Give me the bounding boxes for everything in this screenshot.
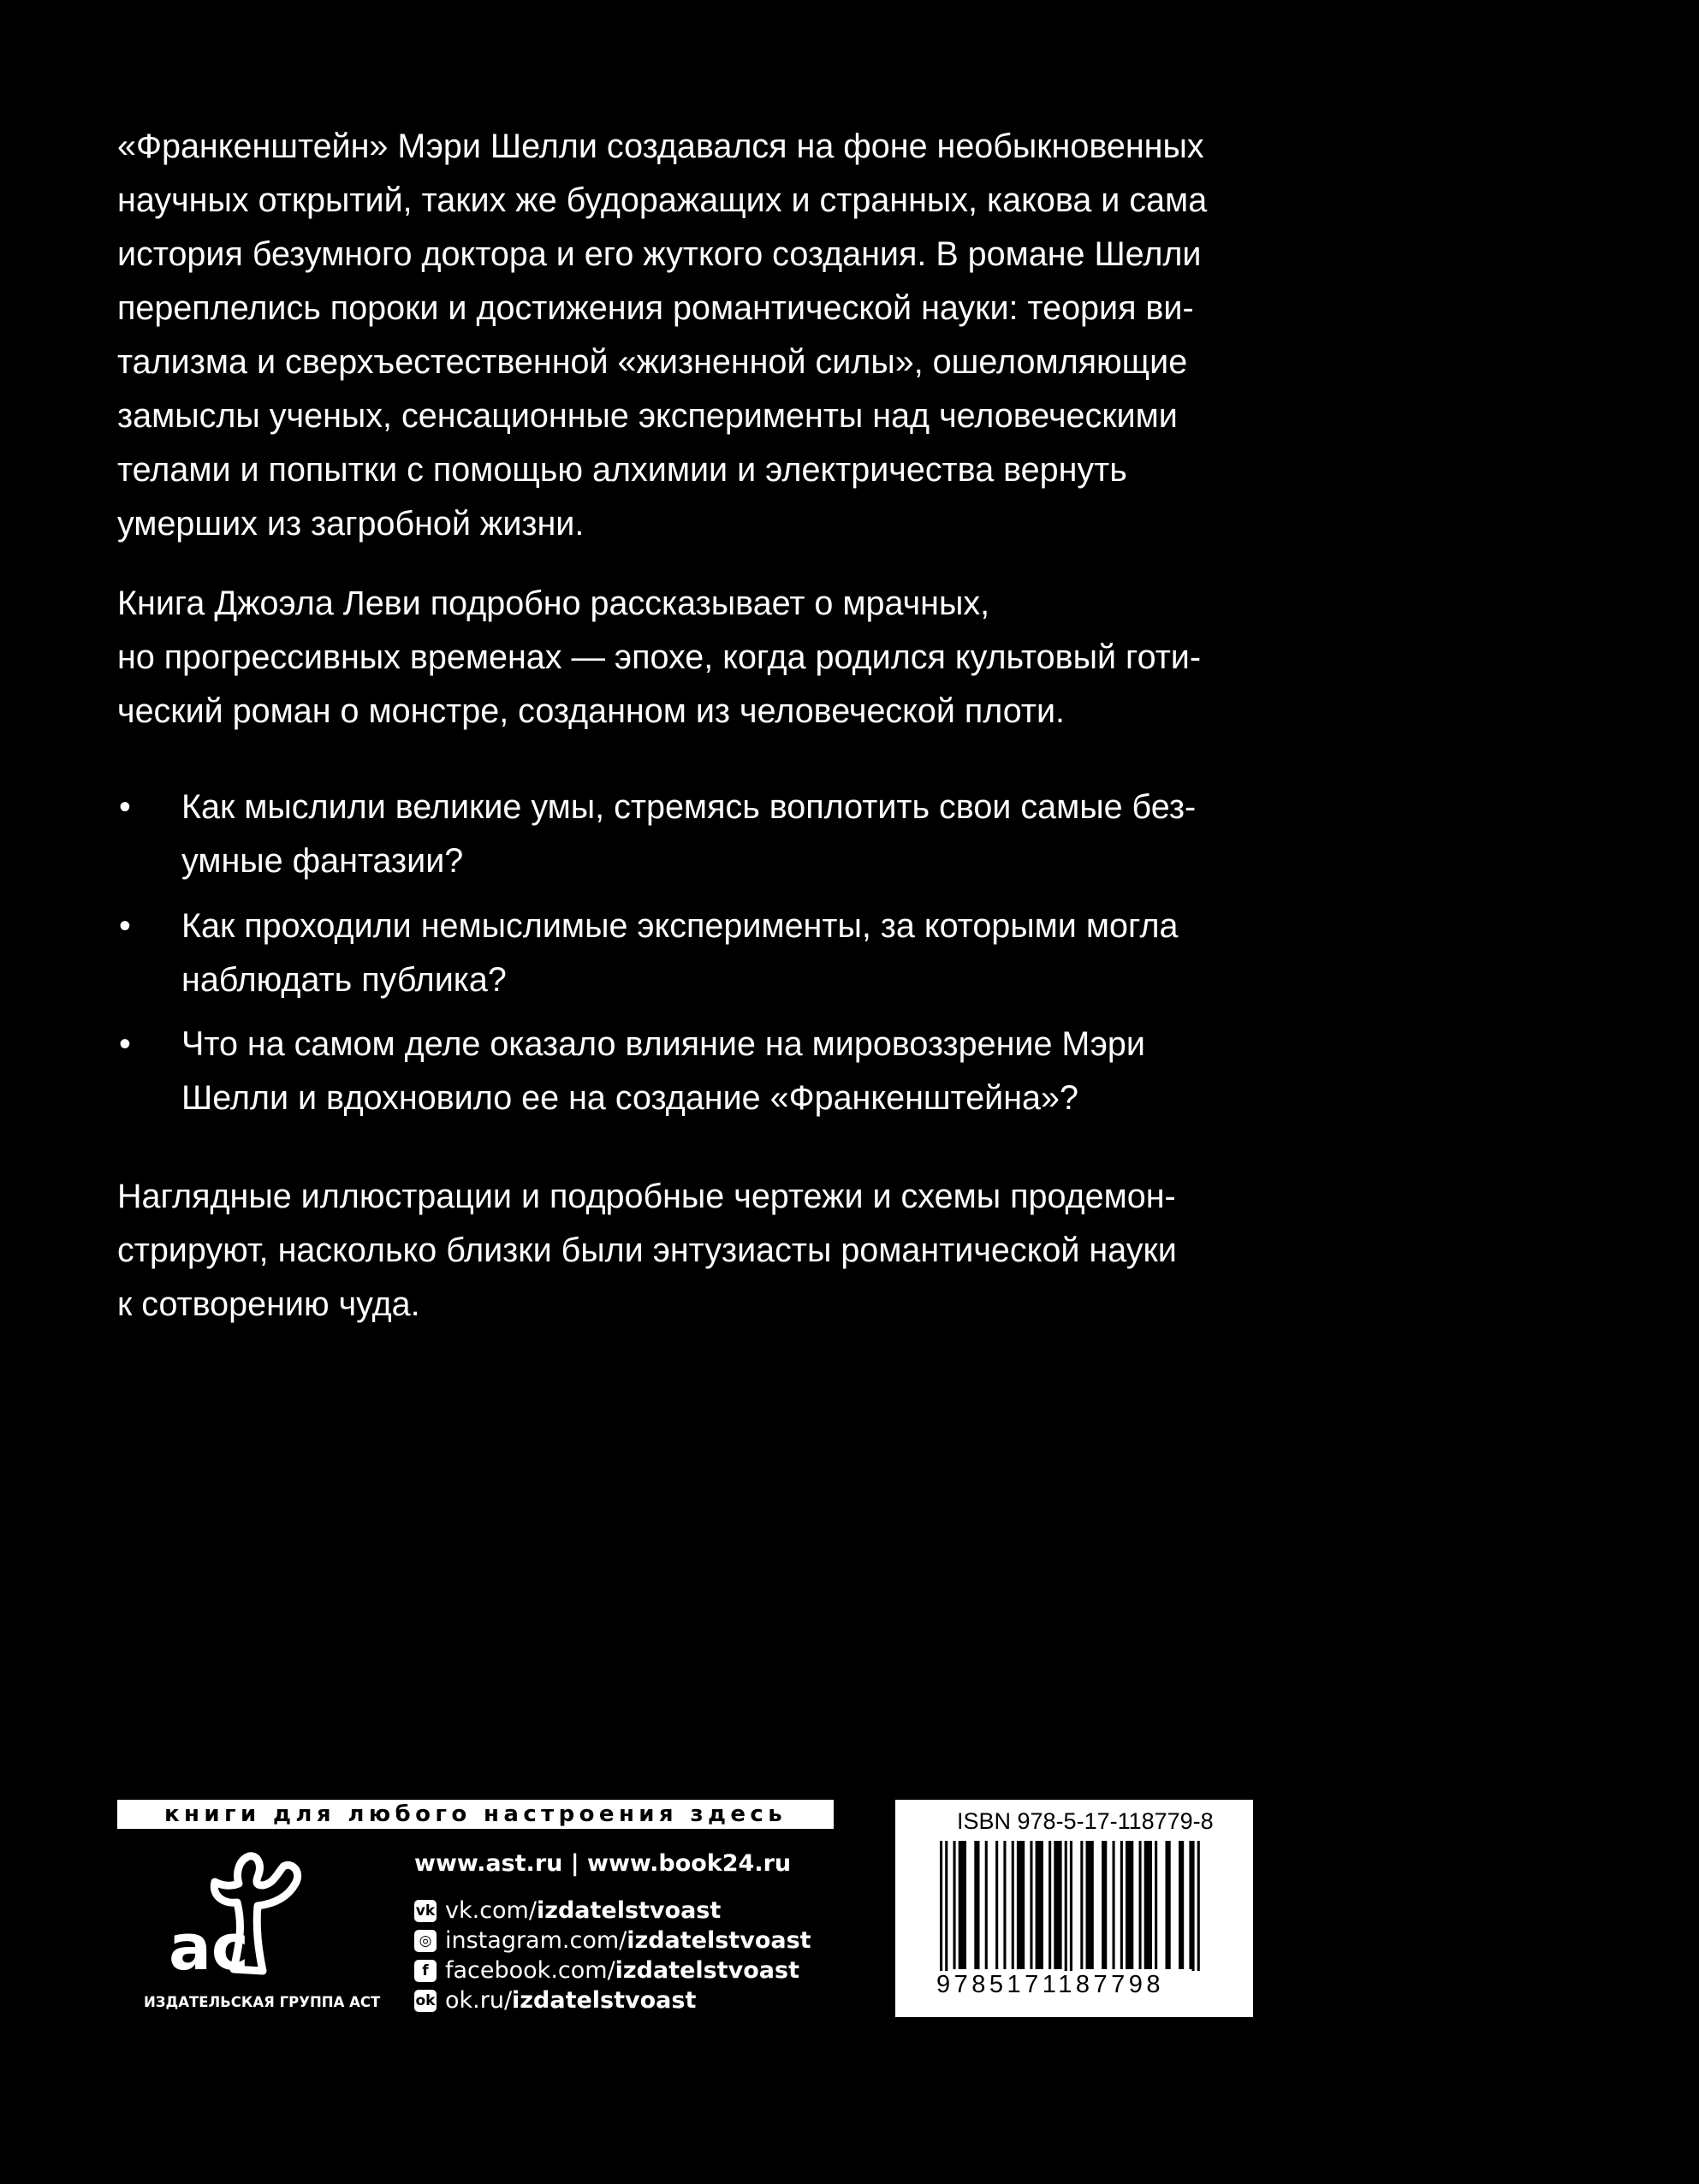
odnoklassniki-icon: ok	[414, 1990, 437, 2012]
barcode-bar	[985, 1841, 988, 1969]
bullet-item	[117, 780, 1281, 888]
social-link-prefix: facebook.com/	[445, 1957, 615, 1984]
barcode-bar	[1120, 1841, 1123, 1969]
social-link-instagram[interactable]	[414, 1926, 811, 1956]
publisher-tagline: книги для любого настроения здесь	[117, 1800, 834, 1829]
barcode-bar	[1080, 1841, 1083, 1969]
barcode-bar	[1126, 1841, 1133, 1969]
barcode-bars	[938, 1841, 1221, 1986]
text-line: Как проходили немыслимые эксперименты, за которыми могла	[181, 907, 1179, 945]
text-line: Как мыслили великие умы, стремясь воплотить свои самые без-	[181, 788, 1197, 826]
social-link-handle: izdatelstvoast	[615, 1957, 799, 1984]
social-link-handle: izdatelstvoast	[536, 1897, 722, 1924]
barcode-bar	[1017, 1841, 1025, 1969]
barcode-bar	[1049, 1841, 1051, 1969]
social-link-prefix: ok.ru/	[445, 1987, 513, 2014]
bullet-dot: •	[119, 1025, 131, 1063]
social-link-facebook[interactable]	[414, 1956, 811, 1985]
social-link-prefix: instagram.com/	[445, 1927, 627, 1954]
bullet-item	[117, 1018, 1281, 1125]
text-line: телами и попытки с помощью алхимии и электричества вернуть	[117, 451, 1127, 489]
bullet-dot: •	[119, 788, 131, 826]
bullet-item	[117, 899, 1281, 1007]
text-line: Книга Джоэла Леви подробно рассказывает о мрачных,	[117, 585, 990, 622]
blurb-paragraph-1	[117, 120, 1281, 551]
social-link-vk[interactable]	[414, 1896, 811, 1926]
barcode-bar	[1070, 1841, 1072, 1986]
text-line: умерших из загробной жизни.	[117, 505, 585, 543]
text-line: стрируют, насколько близки были энтузиасты романтической науки	[117, 1231, 1177, 1269]
text-line: наблюдать публика?	[181, 961, 507, 999]
text-line: тализма и сверхъестественной «жизненной силы», ошеломляющие	[117, 343, 1188, 381]
blurb-paragraph-3	[117, 1170, 1281, 1332]
text-line: Что на самом деле оказало влияние на мировоззрение Мэри	[181, 1025, 1145, 1063]
text-line: научных открытий, таких же будоражащих и странных, какова и сама	[117, 181, 1208, 219]
barcode-bar	[945, 1841, 948, 1986]
publisher-name: ИЗДАТЕЛЬСКАЯ ГРУППА АСТ	[144, 1994, 381, 2010]
social-link-odnoklassniki[interactable]	[414, 1985, 811, 2015]
barcode-bar	[1197, 1841, 1200, 1986]
isbn-barcode	[895, 1800, 1253, 2017]
text-line: ческий роман о монстре, созданном из человеческой плоти.	[117, 692, 1066, 730]
logo-text: ac	[169, 1911, 249, 1979]
barcode-bar	[1113, 1841, 1115, 1969]
barcode-bar	[1139, 1841, 1142, 1969]
barcode-bar	[1166, 1841, 1171, 1969]
text-line: Шелли и вдохновило ее на создание «Франкенштейна»?	[181, 1079, 1078, 1117]
blurb-paragraph-2	[117, 577, 1281, 739]
barcode-bar	[1036, 1841, 1043, 1969]
ast-logo	[167, 1851, 347, 1979]
text-line: Наглядные иллюстрации и подробные чертежи и схемы продемон-	[117, 1178, 1176, 1215]
facebook-icon: f	[414, 1960, 437, 1982]
barcode-bar	[1179, 1841, 1184, 1969]
barcode-bar	[1144, 1841, 1152, 1969]
barcode-bar	[1065, 1841, 1067, 1986]
barcode-bar	[1192, 1841, 1195, 1986]
isbn-number: ISBN 978-5-17-118779-8	[957, 1808, 1214, 1834]
text-line: замыслы ученых, сенсационные эксперименты над человеческими	[117, 397, 1178, 435]
barcode-bar	[1012, 1841, 1014, 1969]
text-line: к сотворению чуда.	[117, 1285, 420, 1323]
barcode-bar	[940, 1841, 942, 1986]
social-links	[414, 1896, 811, 2015]
social-link-prefix: vk.com/	[445, 1897, 537, 1924]
barcode-bar	[1086, 1841, 1094, 1969]
social-link-handle: izdatelstvoast	[627, 1927, 811, 1954]
barcode-bar	[1189, 1841, 1191, 1969]
barcode-bar	[1102, 1841, 1107, 1969]
barcode-bar	[995, 1841, 998, 1969]
instagram-icon: ◎	[414, 1930, 437, 1952]
bullet-dot: •	[119, 907, 131, 945]
social-link-handle: izdatelstvoast	[512, 1987, 697, 2014]
ean-digits: 9785171187798	[936, 1971, 1227, 1999]
publisher-links	[414, 1850, 811, 2015]
text-line: переплелись пороки и достижения романтической науки: теория ви-	[117, 289, 1194, 327]
barcode-bar	[1030, 1841, 1032, 1969]
barcode-bar	[974, 1841, 979, 1969]
vk-icon: vk	[414, 1900, 437, 1922]
barcode-bar	[1054, 1841, 1061, 1969]
barcode-bar	[959, 1841, 966, 1969]
barcode-bar	[953, 1841, 956, 1969]
barcode-bar	[1003, 1841, 1006, 1969]
barcode-bar	[1155, 1841, 1157, 1969]
text-line: история безумного доктора и его жуткого создания. В романе Шелли	[117, 235, 1202, 273]
text-line: «Франкенштейн» Мэри Шелли создавался на фоне необыкновенных	[117, 128, 1204, 165]
publisher-websites[interactable]: www.ast.ru | www.book24.ru	[414, 1850, 792, 1877]
blurb-bullet-list	[117, 780, 1281, 1125]
text-line: умные фантазии?	[181, 842, 464, 880]
text-line: но прогрессивных временах — эпохе, когда родился культовый готи-	[117, 638, 1202, 676]
